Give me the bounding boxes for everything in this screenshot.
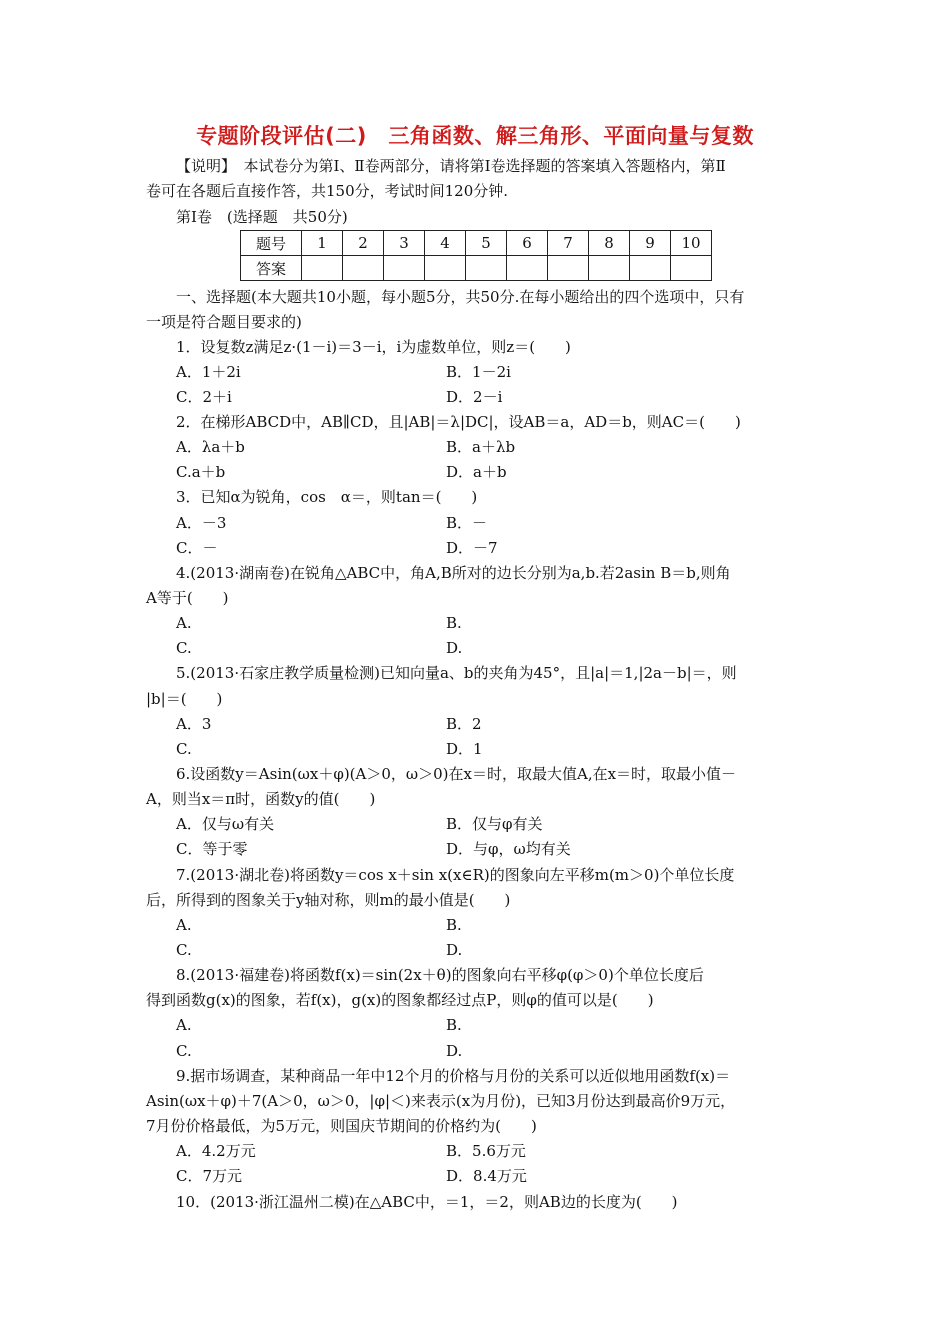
question-number: 1 — [302, 231, 343, 256]
answer-cell[interactable] — [466, 256, 507, 281]
question-2-option-a: A．λa＋b — [176, 438, 245, 456]
answer-cell[interactable] — [302, 256, 343, 281]
question-8-stem-2: 得到函数g(x)的图象，若f(x)，g(x)的图象都经过点P，则φ的值可以是( ) — [146, 991, 654, 1009]
question-1-option-a: A．1＋2i — [176, 363, 241, 381]
question-7-stem-1: 7.(2013·湖北卷)将函数y＝cos x＋sin x(x∈R)的图象向左平移m(m＞0)个单位长度 — [176, 866, 735, 884]
question-4-option-b: B. — [446, 614, 462, 632]
question-number: 2 — [343, 231, 384, 256]
part1-instructions-2: 一项是符合题目要求的) — [146, 313, 302, 331]
question-8-option-a: A. — [176, 1016, 192, 1034]
question-5-option-d: D．1 — [446, 740, 483, 758]
answer-table-label: 题号 — [241, 231, 302, 256]
question-3-option-d: D．－7 — [446, 539, 498, 557]
question-number: 5 — [466, 231, 507, 256]
question-number: 4 — [425, 231, 466, 256]
question-4-option-a: A. — [176, 614, 192, 632]
question-8-option-c: C. — [176, 1042, 192, 1060]
question-6-option-a: A．仅与ω有关 — [176, 815, 275, 833]
question-2-option-b: B．a＋λb — [446, 438, 516, 456]
question-number: 3 — [384, 231, 425, 256]
answer-cell[interactable] — [384, 256, 425, 281]
question-1-stem: 1．设复数z满足z·(1－i)＝3－i，i为虚数单位，则z＝( ) — [176, 338, 571, 356]
question-5-stem-2: |b|＝( ) — [146, 690, 223, 708]
question-number: 10 — [671, 231, 712, 256]
question-5-option-c: C. — [176, 740, 192, 758]
question-number: 9 — [630, 231, 671, 256]
question-6-stem-1: 6.设函数y＝Asin(ωx＋φ)(A＞0，ω＞0)在x＝时，取最大值A,在x＝时，取最小值－ — [176, 765, 737, 783]
answer-row-label: 答案 — [241, 256, 302, 281]
question-7-stem-2: 后，所得到的图象关于y轴对称，则m的最小值是( ) — [146, 891, 511, 909]
answer-cell[interactable] — [343, 256, 384, 281]
answer-table-answer-row — [241, 256, 712, 281]
question-9-option-d: D．8.4万元 — [446, 1167, 527, 1185]
question-1-option-b: B．1－2i — [446, 363, 511, 381]
question-number: 8 — [589, 231, 630, 256]
question-5-option-b: B．2 — [446, 715, 482, 733]
question-9-option-c: C．7万元 — [176, 1167, 243, 1185]
question-5-stem-1: 5.(2013·石家庄教学质量检测)已知向量a、b的夹角为45°，且|a|＝1,|2a－b|＝，则 — [176, 664, 737, 682]
question-10-stem: 10．(2013·浙江温州二模)在△ABC中，＝1，＝2，则AB边的长度为( ) — [176, 1193, 678, 1211]
question-3-option-c: C．－ — [176, 539, 218, 557]
answer-cell[interactable] — [589, 256, 630, 281]
question-6-option-b: B．仅与φ有关 — [446, 815, 543, 833]
answer-cell[interactable] — [671, 256, 712, 281]
question-9-option-a: A．4.2万元 — [176, 1142, 256, 1160]
question-7-option-b: B. — [446, 916, 462, 934]
question-2-option-d: D．a＋b — [446, 463, 507, 481]
question-2-option-c: C.a＋b — [176, 463, 226, 481]
question-4-stem-2: A等于( ) — [146, 589, 229, 607]
answer-table-header-row — [241, 231, 712, 256]
part1-instructions-1: 一、选择题(本大题共10小题，每小题5分，共50分.在每小题给出的四个选项中，只有 — [176, 288, 745, 306]
question-6-stem-2: A，则当x＝π时，函数y的值( ) — [146, 790, 376, 808]
page-title: 专题阶段评估(二) 三角函数、解三角形、平面向量与复数 — [196, 124, 754, 148]
intro-line-1: 【说明】 本试卷分为第Ⅰ、Ⅱ卷两部分，请将第Ⅰ卷选择题的答案填入答题格内，第Ⅱ — [176, 157, 726, 175]
question-3-stem: 3．已知α为锐角，cos α＝，则tan＝( ) — [176, 488, 478, 506]
answer-table — [240, 230, 712, 281]
question-4-stem-1: 4.(2013·湖南卷)在锐角△ABC中，角A,B所对的边长分别为a,b.若2asin B＝b,则角 — [176, 564, 731, 582]
question-7-option-a: A. — [176, 916, 192, 934]
question-8-option-b: B. — [446, 1016, 462, 1034]
question-9-stem-3: 7月份价格最低，为5万元，则国庆节期间的价格约为( ) — [146, 1117, 537, 1135]
question-number: 6 — [507, 231, 548, 256]
question-4-option-c: C. — [176, 639, 192, 657]
question-9-stem-2: Asin(ωx＋φ)＋7(A＞0，ω＞0，|φ|＜)来表示(x为月份)，已知3月份达到最高价9万元， — [146, 1092, 736, 1110]
question-9-option-b: B．5.6万元 — [446, 1142, 526, 1160]
answer-cell[interactable] — [507, 256, 548, 281]
question-6-option-d: D．与φ，ω均有关 — [446, 840, 571, 858]
question-number: 7 — [548, 231, 589, 256]
question-8-stem-1: 8.(2013·福建卷)将函数f(x)＝sin(2x＋θ)的图象向右平移φ(φ＞0)个单位长度后 — [176, 966, 704, 984]
question-1-option-d: D．2－i — [446, 388, 503, 406]
question-1-option-c: C．2＋i — [176, 388, 232, 406]
intro-line-2: 卷可在各题后直接作答，共150分，考试时间120分钟. — [146, 182, 509, 200]
question-7-option-c: C. — [176, 941, 192, 959]
question-8-option-d: D. — [446, 1042, 463, 1060]
question-3-option-b: B．－ — [446, 514, 488, 532]
answer-cell[interactable] — [630, 256, 671, 281]
answer-cell[interactable] — [548, 256, 589, 281]
question-3-option-a: A．－3 — [176, 514, 227, 532]
question-9-stem-1: 9.据市场调查，某种商品一年中12个月的价格与月份的关系可以近似地用函数f(x)＝ — [176, 1067, 731, 1085]
question-4-option-d: D. — [446, 639, 463, 657]
section-heading: 第Ⅰ卷 (选择题 共50分) — [176, 208, 348, 226]
answer-cell[interactable] — [425, 256, 466, 281]
question-2-stem: 2．在梯形ABCD中，AB∥CD，且|AB|＝λ|DC|，设AB＝a，AD＝b，则AC＝( ) — [176, 413, 741, 431]
question-6-option-c: C．等于零 — [176, 840, 248, 858]
question-5-option-a: A．3 — [176, 715, 212, 733]
question-7-option-d: D. — [446, 941, 463, 959]
